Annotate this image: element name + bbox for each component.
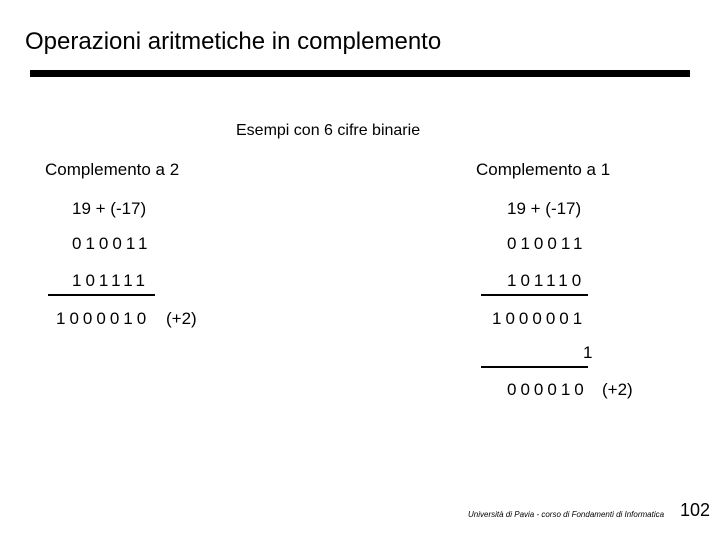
left-operand-2: 101111 [72,271,149,290]
slide-subtitle: Esempi con 6 cifre binarie [236,122,421,139]
right-expression: 19 + (-17) [507,199,582,218]
right-operand-1: 010011 [507,234,587,253]
title-underline [30,70,690,77]
footer-text: Università di Pavia - corso di Fondamenti di Informatica [468,510,665,519]
page-number: 102 [680,500,711,520]
left-result-note: (+2) [166,309,197,328]
right-partial-sum: 1000001 [492,309,587,328]
slide-title: Operazioni aritmetiche in complemento [25,28,442,55]
right-operand-2: 101110 [507,271,586,290]
right-heading: Complemento a 1 [476,160,611,179]
right-carry: 1 [583,343,593,362]
right-result-note: (+2) [602,380,633,399]
left-operand-1: 010011 [72,234,152,253]
left-heading: Complemento a 2 [45,160,180,179]
left-result-bits: 1000010 [56,309,151,328]
right-carry-rule [481,366,588,368]
left-sum-rule [48,294,155,296]
right-result-bits: 000010 [507,380,588,399]
left-expression: 19 + (-17) [72,199,147,218]
right-sum-rule [481,294,588,296]
